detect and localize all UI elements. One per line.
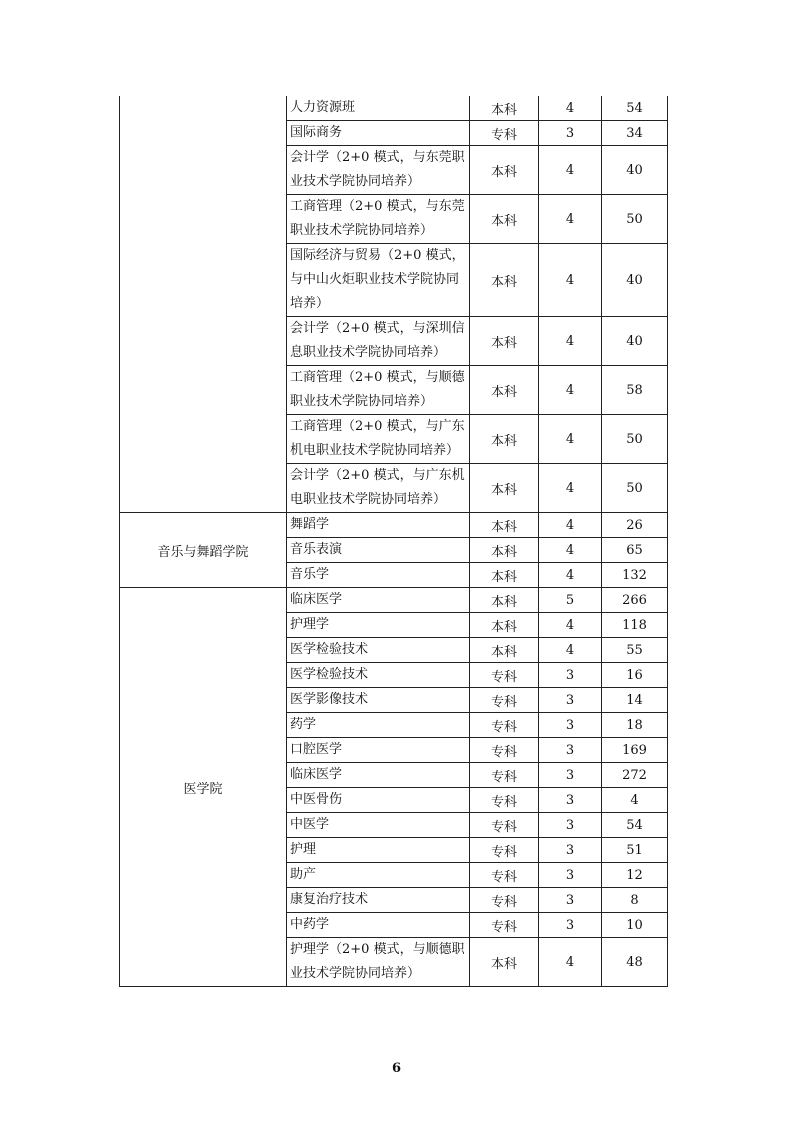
count-cell: 40 — [602, 317, 668, 366]
level-cell: 专科 — [470, 913, 539, 938]
major-cell: 护理 — [287, 838, 470, 863]
years-cell: 4 — [539, 513, 602, 538]
count-cell: 272 — [602, 763, 668, 788]
major-cell: 工商管理（2+0 模式，与顺德职业技术学院协同培养） — [287, 366, 470, 415]
years-cell: 4 — [539, 638, 602, 663]
count-cell: 50 — [602, 415, 668, 464]
level-cell: 本科 — [470, 938, 539, 987]
years-cell: 3 — [539, 863, 602, 888]
major-cell: 工商管理（2+0 模式，与广东机电职业技术学院协同培养） — [287, 415, 470, 464]
count-cell: 48 — [602, 938, 668, 987]
count-cell: 8 — [602, 888, 668, 913]
years-cell: 3 — [539, 738, 602, 763]
level-cell: 专科 — [470, 663, 539, 688]
major-cell: 中药学 — [287, 913, 470, 938]
major-cell: 国际经济与贸易（2+0 模式，与中山火炬职业技术学院协同培养） — [287, 244, 470, 317]
major-cell: 药学 — [287, 713, 470, 738]
major-cell: 中医骨伤 — [287, 788, 470, 813]
enrollment-table — [119, 96, 668, 987]
years-cell: 4 — [539, 613, 602, 638]
major-cell: 工商管理（2+0 模式，与东莞职业技术学院协同培养） — [287, 195, 470, 244]
major-cell: 口腔医学 — [287, 738, 470, 763]
count-cell: 10 — [602, 913, 668, 938]
major-cell: 护理学 — [287, 613, 470, 638]
count-cell: 4 — [602, 788, 668, 813]
level-cell: 本科 — [470, 96, 539, 121]
level-cell: 本科 — [470, 146, 539, 195]
table-row — [120, 513, 668, 538]
count-cell: 40 — [602, 244, 668, 317]
level-cell: 本科 — [470, 244, 539, 317]
years-cell: 4 — [539, 938, 602, 987]
count-cell: 65 — [602, 538, 668, 563]
major-cell: 中医学 — [287, 813, 470, 838]
page-number: 6 — [391, 1061, 402, 1076]
major-cell: 医学检验技术 — [287, 663, 470, 688]
count-cell: 16 — [602, 663, 668, 688]
years-cell: 4 — [539, 415, 602, 464]
years-cell: 4 — [539, 538, 602, 563]
department-cell: 医学院 — [120, 588, 287, 987]
department-cell — [120, 96, 287, 513]
years-cell: 3 — [539, 813, 602, 838]
major-cell: 国际商务 — [287, 121, 470, 146]
level-cell: 专科 — [470, 863, 539, 888]
years-cell: 4 — [539, 195, 602, 244]
years-cell: 4 — [539, 244, 602, 317]
count-cell: 118 — [602, 613, 668, 638]
years-cell: 3 — [539, 688, 602, 713]
count-cell: 169 — [602, 738, 668, 763]
level-cell: 本科 — [470, 613, 539, 638]
count-cell: 18 — [602, 713, 668, 738]
major-cell: 会计学（2+0 模式，与东莞职业技术学院协同培养） — [287, 146, 470, 195]
years-cell: 4 — [539, 464, 602, 513]
count-cell: 54 — [602, 96, 668, 121]
level-cell: 本科 — [470, 588, 539, 613]
years-cell: 3 — [539, 838, 602, 863]
level-cell: 专科 — [470, 788, 539, 813]
table-body — [120, 96, 668, 987]
level-cell: 专科 — [470, 838, 539, 863]
level-cell: 本科 — [470, 538, 539, 563]
count-cell: 132 — [602, 563, 668, 588]
level-cell: 本科 — [470, 638, 539, 663]
count-cell: 50 — [602, 195, 668, 244]
years-cell: 3 — [539, 121, 602, 146]
major-cell: 舞蹈学 — [287, 513, 470, 538]
major-cell: 音乐表演 — [287, 538, 470, 563]
level-cell: 专科 — [470, 813, 539, 838]
years-cell: 4 — [539, 563, 602, 588]
department-cell: 音乐与舞蹈学院 — [120, 513, 287, 588]
count-cell: 12 — [602, 863, 668, 888]
years-cell: 3 — [539, 888, 602, 913]
count-cell: 58 — [602, 366, 668, 415]
years-cell: 5 — [539, 588, 602, 613]
years-cell: 4 — [539, 317, 602, 366]
level-cell: 本科 — [470, 513, 539, 538]
level-cell: 本科 — [470, 563, 539, 588]
count-cell: 34 — [602, 121, 668, 146]
count-cell: 54 — [602, 813, 668, 838]
level-cell: 本科 — [470, 464, 539, 513]
level-cell: 专科 — [470, 763, 539, 788]
count-cell: 51 — [602, 838, 668, 863]
level-cell: 专科 — [470, 888, 539, 913]
major-cell: 康复治疗技术 — [287, 888, 470, 913]
level-cell: 专科 — [470, 738, 539, 763]
major-cell: 临床医学 — [287, 763, 470, 788]
major-cell: 会计学（2+0 模式，与广东机电职业技术学院协同培养） — [287, 464, 470, 513]
count-cell: 14 — [602, 688, 668, 713]
level-cell: 本科 — [470, 366, 539, 415]
level-cell: 本科 — [470, 415, 539, 464]
years-cell: 4 — [539, 96, 602, 121]
years-cell: 3 — [539, 763, 602, 788]
count-cell: 50 — [602, 464, 668, 513]
count-cell: 40 — [602, 146, 668, 195]
level-cell: 专科 — [470, 121, 539, 146]
level-cell: 专科 — [470, 713, 539, 738]
major-cell: 会计学（2+0 模式，与深圳信息职业技术学院协同培养） — [287, 317, 470, 366]
years-cell: 4 — [539, 366, 602, 415]
major-cell: 医学检验技术 — [287, 638, 470, 663]
count-cell: 55 — [602, 638, 668, 663]
level-cell: 本科 — [470, 195, 539, 244]
major-cell: 护理学（2+0 模式，与顺德职业技术学院协同培养） — [287, 938, 470, 987]
years-cell: 3 — [539, 913, 602, 938]
years-cell: 3 — [539, 713, 602, 738]
major-cell: 医学影像技术 — [287, 688, 470, 713]
major-cell: 人力资源班 — [287, 96, 470, 121]
count-cell: 266 — [602, 588, 668, 613]
count-cell: 26 — [602, 513, 668, 538]
major-cell: 音乐学 — [287, 563, 470, 588]
table-row — [120, 588, 668, 613]
major-cell: 助产 — [287, 863, 470, 888]
years-cell: 3 — [539, 788, 602, 813]
major-cell: 临床医学 — [287, 588, 470, 613]
years-cell: 3 — [539, 663, 602, 688]
years-cell: 4 — [539, 146, 602, 195]
table-row — [120, 96, 668, 121]
level-cell: 专科 — [470, 688, 539, 713]
level-cell: 本科 — [470, 317, 539, 366]
